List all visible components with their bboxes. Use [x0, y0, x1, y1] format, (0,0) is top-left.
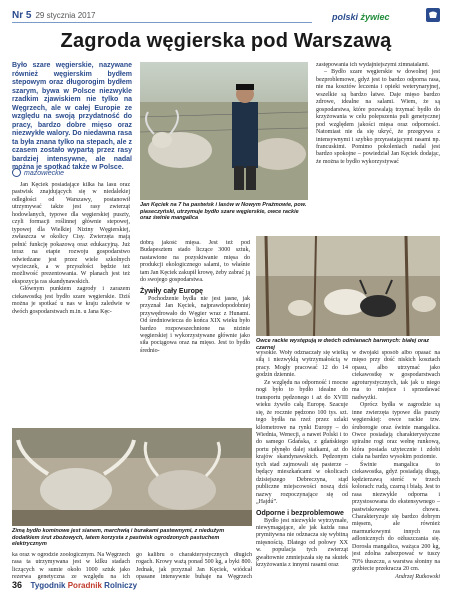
- photo-farmer-cattle: [140, 62, 308, 200]
- paragraph: go kalibru o charakterystycznych długich rogach. Krowy ważą ponad 500 kg, a byki 800. Jednak, jak przyznał Jan Kęciek, wiódcał opasane intensywnie buhaje na Węgrzech: [136, 552, 252, 580]
- publication-brand: Tygodnik Poradnik Rolniczy: [30, 581, 138, 590]
- column-1: [12, 182, 130, 422]
- photo-sheep: [256, 236, 440, 336]
- paragraph: wysokie. Woły odznaczały się wielką siłą i niezwykłą wytrzymałością w pracy. Mogły pracować 12 do 14 godzin dziennie.: [256, 350, 348, 379]
- column-d: [352, 350, 440, 580]
- article-lead: Było szare węgierskie, nazywane również węgierskim bydłem stepowym oraz długorogim bydłem szarym, bywa w Polsce niezwykle rzadkim zjawiskiem nie tylko na Węgrzech, ale w całej Europie ze względu na swoją przydatność do pracy, bardzo dobre mięso oraz niezwykłe walory. Do niedawna rasa ta była znana tylko na stepach, ale z czasem zostało wypartą przez rasy bardziej intensywne, ale nadal można je spotkać także w Polsce.: [12, 62, 132, 171]
- paragraph: Oprócz bydła w zagrodzie są inne zwierzęta typowe dla puszty węgierskiej: owce rackie tzw. śruborogie oraz świnie mangalica. Owce posiadają charakterystyczne spiralne rogi oraz wełnę runkową, która posiada użytecznie i zdobi ciała na bardzo wysokim poziomie.: [352, 402, 440, 461]
- paragraph: Ze względu na odporność i mocne nogi było to bydło idealne do transportu pędzonego i aż do XVIII wieku żywiło całą Europę. Szacuje się, że rocznie pędzono 100 tys. szt. tego bydła na rzeź przez szlaki kilometrowe na rynki Europy – do Wiednia, Wenecji, a nawet Polski i to do samego Gdańska, z gdańskiego portu płynęło dalej statkami, aż do krajów skandynawskich. Pędzonym tych stad zajmowali się pasterze – będący mieszkańcami w okolicach dzisiejszego Debreczyna, stąd publiczne miejscowości noszą dziś nazwy rozpoczynające się od „Hajdú”.: [256, 379, 348, 506]
- paragraph: ka oraz w ogrodzie zoologicznym. Na Węgrzech rasa ta utrzymywana jest w kilku stadach liczących w sumie około 1000 sztuk jako rezerwa genetyczna ze względu na ich: [12, 552, 130, 580]
- column-b: [136, 552, 252, 580]
- paragraph: zastępowania ich wydajniejszymi zimnatalami.: [316, 62, 430, 68]
- cow-logo-icon: [426, 8, 440, 22]
- photo-caption: Owce rackie występują w dwóch odmianach barwnych: białej oraz czarnej: [256, 338, 429, 351]
- header-rule: [12, 22, 312, 23]
- photo-caption: Zimą bydło kominowe jest sianem, marchwią i burakami pastewnymi, z niedużym dodatkiem śrut zbożowych, latem korzysta z pastwisk ogrodzonych pastuchem elektrycznym: [12, 528, 225, 547]
- paragraph: dobrą jakość mięsa. Jest też pod Budapesztem stado liczące 3000 sztuk, nastawione na pozyskiwanie mięsa do produkcji ekologicznego salami, to właśnie tam Jan Kęciek zakupił krowę, żeby zabrać ją do swojego gospodarstwa.: [140, 240, 250, 284]
- paragraph: – Bydło szare węgierskie w dowolnej jest bezproblemowe, gdyż jest to bardzo odporna rasa, nie ma kosztów leczenia i opieki weterynaryjnej, wszelkie są bardzo łatwe. Daje mięso bardzo zdrowe, idealne na salami. Wiem, że są gospodarstwa, które pozwalają trzymać bydło do krzyżowania w celu polepszenia puli genetycznej pod względem jakości mięsa oraz odporności. Natomiast nie da się ukryć, że przegrywa z intensywnymi i szybko przyrastającymi rasami np. francuskimi. Pomimo pokoleniach nadal jest bardzo spokojne – powiedział Jan Kęciek dodając, że można te bydło wykorzystywać: [316, 69, 440, 165]
- article-author: Andrzej Rutkowski: [395, 573, 440, 580]
- column-c: [256, 350, 348, 580]
- subheading: Odporne i bezproblemowe: [256, 509, 344, 517]
- paragraph: Pochodzenie bydła nie jest jasne, jak przyznał Jan Kęciek, najprawdopodobniej przywędrowało do Węgier wraz z Hunami. Od średniowiecza do końca XIX wieku było bardzo rozpowszechnione na nizinie węgierskiej i wykorzystywane głównie jako siła pociągowa oraz na mięso. Jest to bydło średnio-: [140, 295, 250, 354]
- article-title: Zagroda węgierska pod Warszawą: [60, 30, 392, 52]
- column-2: [140, 240, 250, 422]
- issue-date: 29 stycznia 2017: [35, 11, 96, 20]
- photo-caption: Jan Kęciek na 7 ha pastwisk i lasów w Nowym Prażmowie, pow. piaseczyński, utrzymuje bydło szare węgierskie, owce rackie oraz świnie mangalica: [140, 202, 307, 221]
- paragraph: Głównym punktem zagrody i zarazem ciekawostką jest bydło szare węgierskie. Dziś można je spotkać u nas w kraju zaledwie w dwóch gospodarstwach m.in. u Jana Kęc-: [12, 286, 130, 315]
- column-a: [12, 552, 130, 580]
- location-icon: [12, 168, 21, 177]
- paragraph: Jan Kęciek posiadające kilka ha lasu oraz pastwisk znajdujących się w niedalekiej odległości od Warszawy, postanowił utrzymywać także jest rasy zwierząt hodowlanych, typowe dla węgierskiej puszty, czyli formacji roślinnej głównie stepowej, typowej dla Wielkiej Niziny Węgierskiej, zwłaszcza w okolicy Cisy. Zwierzęta mają pełnić funkcję pokazową oraz edukacyjną. Już teraz na etapie rozwoju gospodarstwo odwiedzane jest przez wiele szkolnych wycieczek, a w przyszłości będzie też możliwość prezentowania. W planach jest też ekspozycja ras skandynawskich.: [12, 182, 130, 285]
- section-brand: polski żywiec: [332, 12, 390, 22]
- paragraph: w dwojaki sposób albo opasać na mięso przy dość niskich kosztach opasu, albo utrzymać jako ciekawostkę w gospodarstwach agroturystycznych, tak jak u niego ma to miejsce i sprzedawać nadwyżki.: [352, 350, 440, 401]
- page-number: 36: [12, 580, 23, 590]
- region-tag: mazowieckie: [24, 170, 65, 177]
- column-3: [316, 62, 440, 230]
- subheading: Żywiły cały Europę: [140, 287, 204, 295]
- paragraph: Bydło jest niezwykle wytrzymałe, niewymagające, ale jak każda rasa prymitywna nie odznacza się wybitną mięsnością. Dlatego od połowy XX w. populacja tych zwierząt gwałtownie zmniejszała się na skutek krzyżowania z innymi rasami oraz: [256, 517, 348, 569]
- photo-grey-cattle: [12, 428, 252, 526]
- paragraph: Świnie mangalica to ciekawostka, gdyż posiadają długą, kędzierzawą sierść w trzech kolorach: rudą, czarną i białą. Jest to rasa niezwykle odporna i przystosowana do ekstensywnego – pastwiskowego chowu. Charakteryzuje się bardzo dobrym mięsem, ale również marmurkowymi innych ras adlonicznych do ożłuszczania się. Dorosła mangalica, ważąca 200 kg, jest zdolna zabezpować w tuszy 70% tłuszczu, a warstwa słoniny na grzbiecie przekracza 20 cm.: [352, 461, 440, 573]
- issue-number: Nr 5 29 stycznia 2017: [12, 10, 96, 21]
- page-footer: [12, 580, 137, 590]
